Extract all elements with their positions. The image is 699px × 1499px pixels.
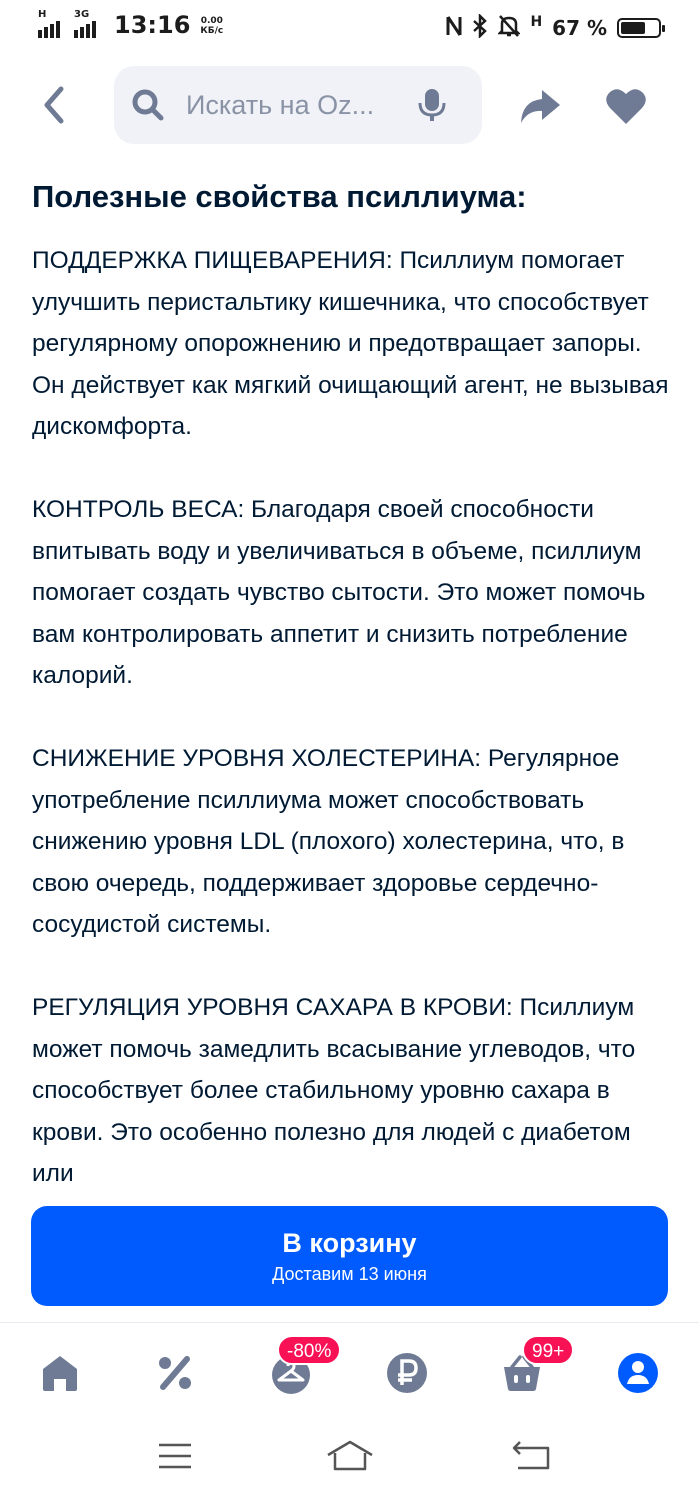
nav-fresh[interactable] (261, 1341, 332, 1401)
section-title: Полезные свойства псиллиума: (32, 179, 527, 214)
speed-value: 0.00 (200, 16, 223, 26)
nav-finance[interactable] (377, 1345, 437, 1401)
paragraph-blood-sugar: РЕГУЛЯЦИЯ УРОВНЯ САХАРА В КРОВИ: Псиллиум может помочь замедлить всасывание углеводов, что способствует более стабильному уровню сахара в крови. Это особенно полезно для людей с диабетом или (32, 994, 636, 1187)
nfc-icon (446, 15, 462, 41)
nav-cart[interactable] (492, 1341, 565, 1401)
status-bar (0, 0, 699, 56)
back-button[interactable] (30, 80, 78, 130)
nav-discounts[interactable] (145, 1345, 205, 1401)
add-to-cart-button[interactable] (31, 1206, 668, 1306)
sim1-signal-icon (38, 9, 68, 38)
microphone-icon[interactable] (418, 88, 446, 122)
bluetooth-icon (472, 14, 488, 42)
search-icon (130, 87, 166, 123)
home-icon (38, 1351, 82, 1395)
paragraph-weight: КОНТРОЛЬ ВЕСА: Благодаря своей способности впитывать воду и увеличиваться в объеме, псиллиум помогает создать чувство сытости. Это может помочь вам контролировать аппетит и снизить потребление калорий. (32, 496, 646, 689)
heart-icon[interactable] (604, 84, 648, 128)
add-to-cart-label: В корзину (282, 1228, 417, 1258)
system-nav-bar (0, 1418, 699, 1499)
menu-button[interactable] (145, 1436, 205, 1476)
speed-unit: КБ/с (200, 26, 224, 36)
back-system-button[interactable] (502, 1436, 562, 1476)
cart-count-badge: 99+ (522, 1335, 574, 1365)
battery-fill (621, 22, 645, 34)
paragraph-digestion: ПОДДЕРЖКА ПИЩЕВАРЕНИЯ: Псиллиум помогает улучшить перистальтику кишечника, что способствует регулярному опорожнению и предотвращает запоры. Он действует как мягкий очищающий агент, не вызывая дискомфорта. (32, 247, 669, 440)
sim1-network-label: H (38, 9, 47, 20)
share-icon[interactable] (518, 84, 562, 128)
nav-home[interactable] (30, 1345, 90, 1401)
network-type-icon: H (530, 14, 543, 30)
network-speed (200, 16, 223, 36)
delivery-date: Доставим 13 июня (272, 1264, 427, 1284)
sim2-signal-icon (74, 9, 104, 38)
product-description (32, 176, 672, 1191)
profile-icon (616, 1351, 660, 1395)
system-back-icon (512, 1440, 552, 1472)
nav-profile[interactable] (608, 1345, 668, 1401)
battery-percent: 67 % (552, 16, 607, 40)
chevron-left-icon (39, 85, 69, 125)
header (0, 66, 699, 144)
fresh-badge: -80% (277, 1335, 341, 1365)
muted-bell-icon (498, 14, 520, 42)
bottom-nav (0, 1322, 699, 1418)
sim2-network-label: 3G (74, 9, 90, 20)
percent-icon (153, 1351, 197, 1395)
ruble-icon (385, 1351, 429, 1395)
home-system-button[interactable] (320, 1436, 380, 1476)
menu-icon (157, 1442, 193, 1470)
system-home-icon (325, 1439, 375, 1473)
search-input[interactable] (186, 90, 386, 121)
search-box[interactable] (114, 66, 482, 144)
battery-icon (617, 18, 661, 38)
status-time: 13:16 (114, 11, 191, 39)
paragraph-cholesterol: СНИЖЕНИЕ УРОВНЯ ХОЛЕСТЕРИНА: Регулярное употребление псиллиума может способствовать снижению уровня LDL (плохого) холестерина, что, в свою очередь, поддерживает здоровье сердечно-сосудистой системы. (32, 745, 625, 938)
